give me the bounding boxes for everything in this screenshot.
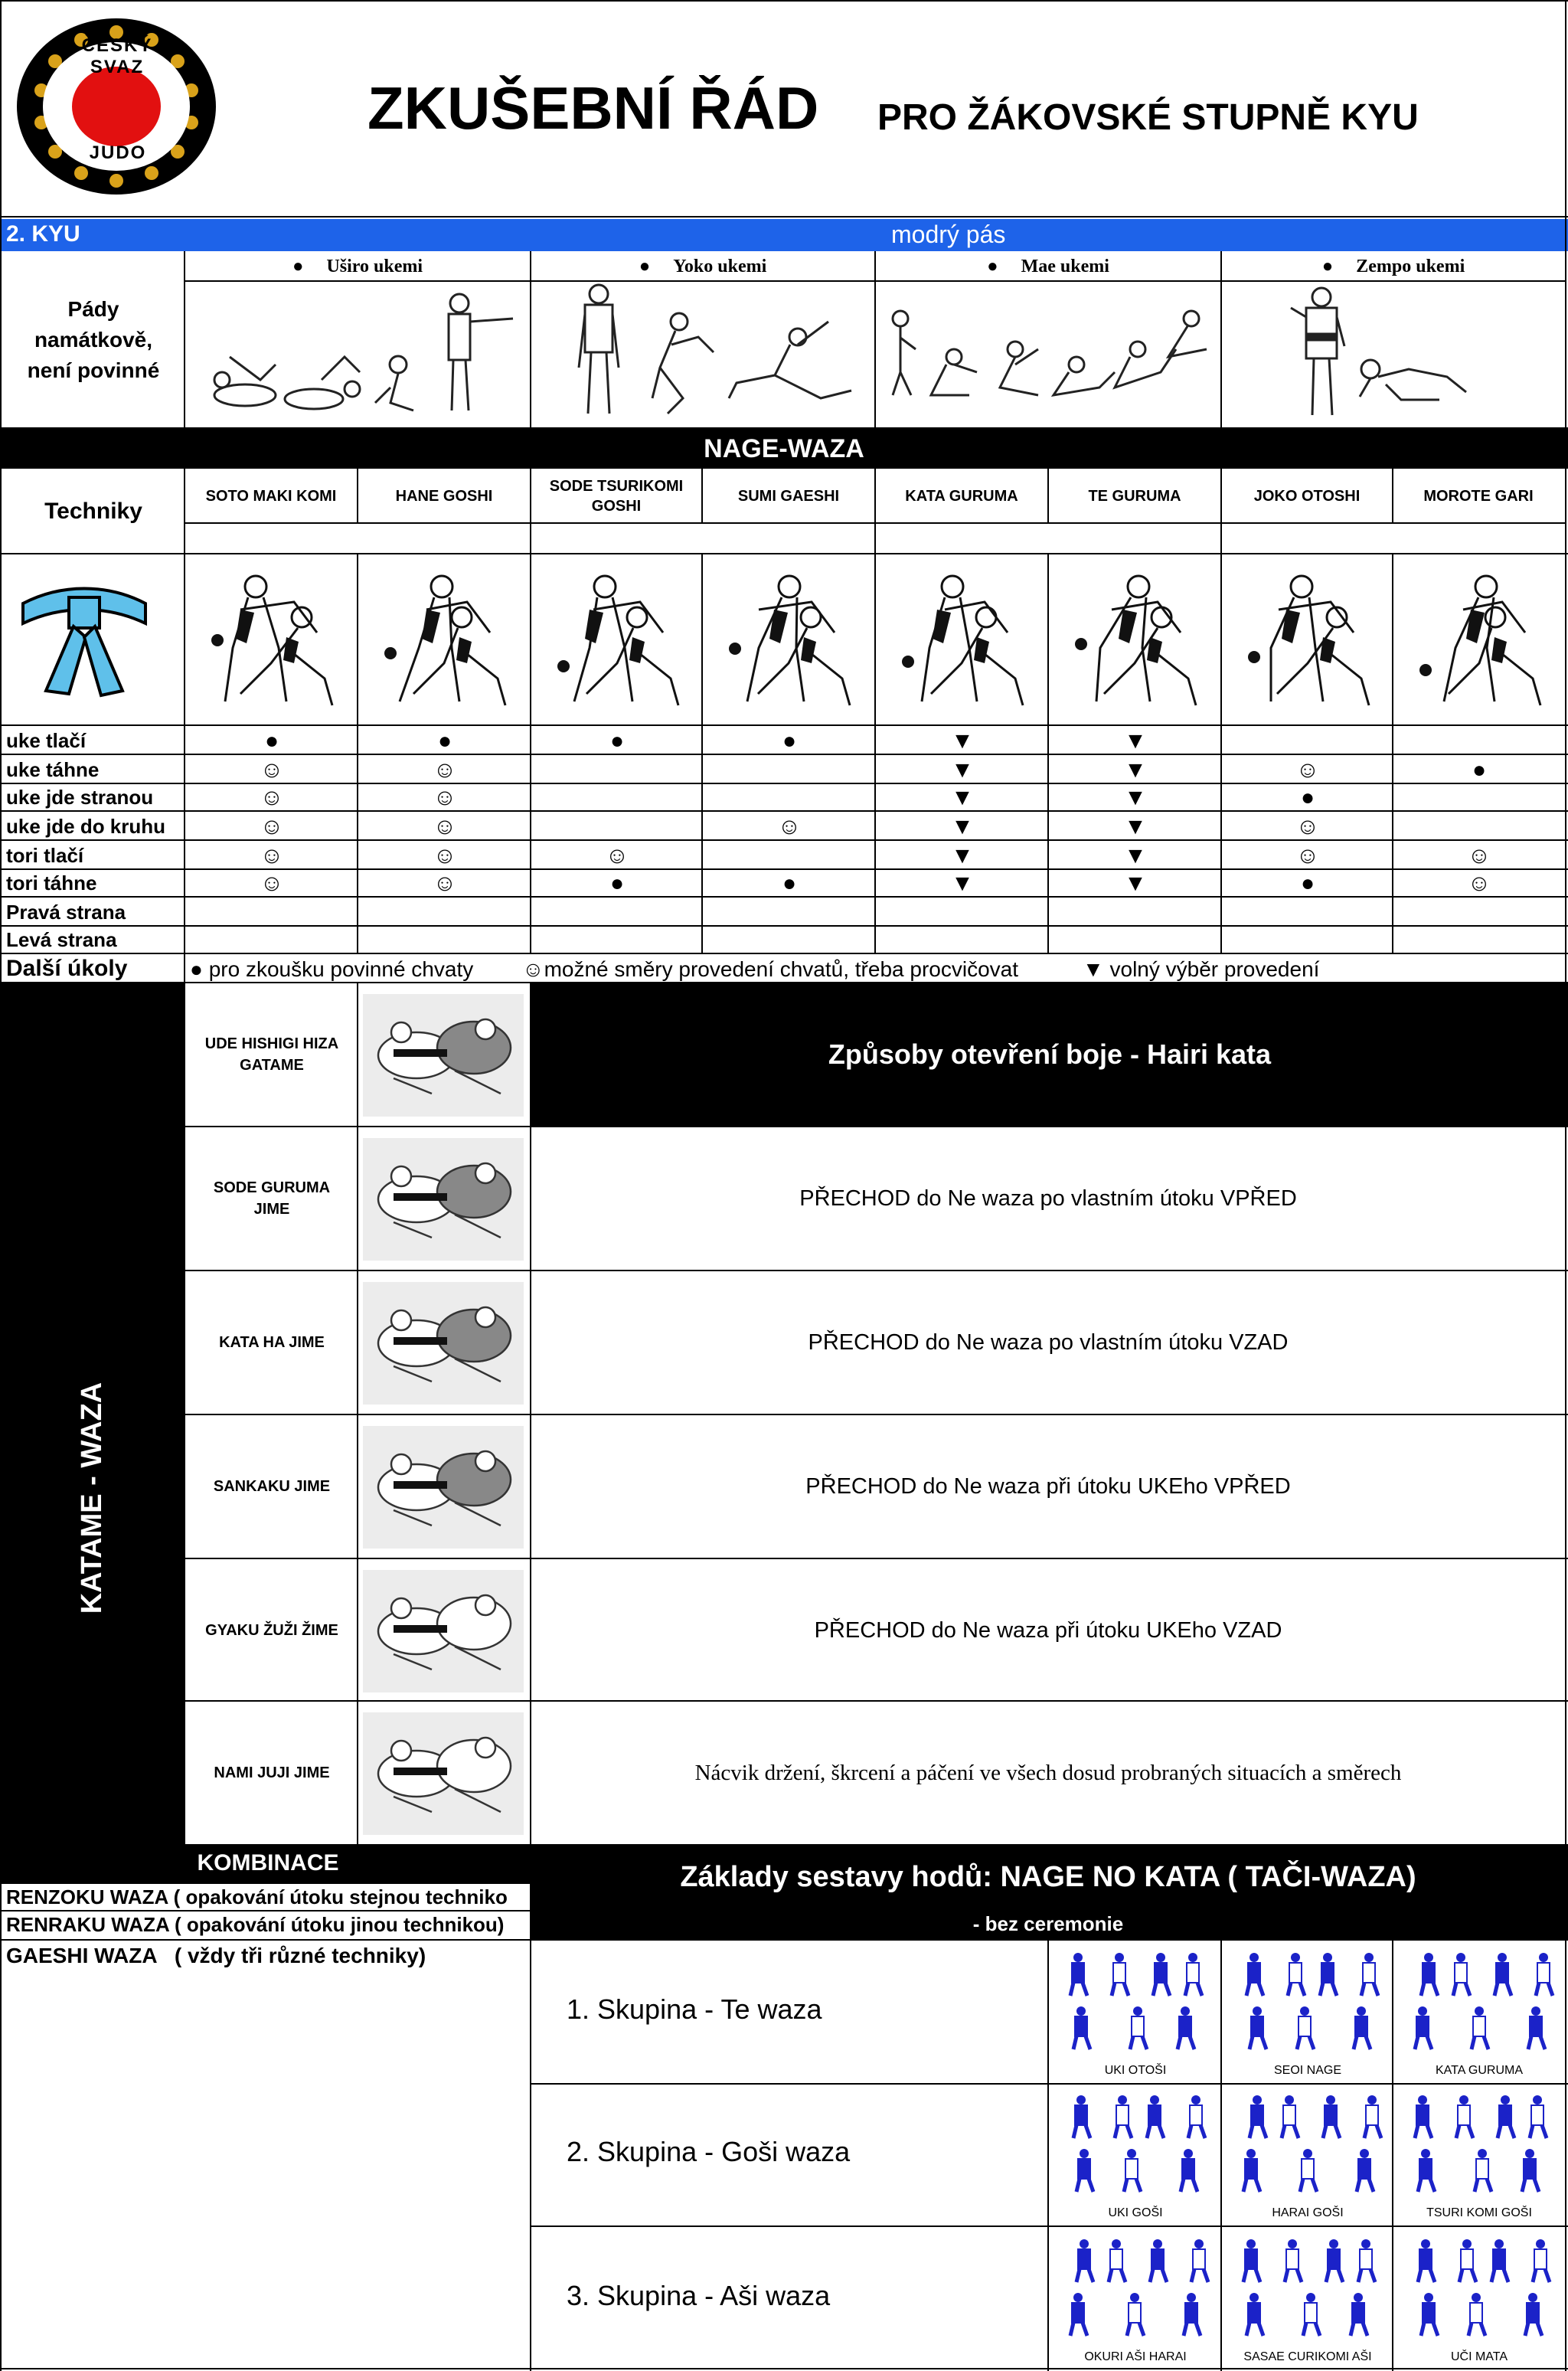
divider (0, 1939, 1568, 1941)
katame-task: PŘECHOD do Ne waza při útoku UKEho VZAD (814, 1617, 1282, 1643)
divider (184, 724, 185, 953)
renzoku-waza: RENZOKU WAZA ( opakování útoku stejnou techniko (6, 1885, 508, 1908)
divider (1392, 724, 1393, 953)
divider (0, 216, 1568, 217)
kata-throw-name: SEOI NAGE (1273, 2064, 1342, 2077)
throw-illustration (712, 564, 865, 717)
divider (701, 553, 703, 726)
ukemi-name: Uširo ukemi (326, 256, 423, 276)
divider (1392, 469, 1393, 522)
divider (530, 469, 531, 726)
legend-free: ▼ volný výběr provedení (1083, 957, 1320, 981)
matrix-cell: ☺ (433, 871, 457, 896)
throw-illustration (1403, 564, 1556, 717)
logo-text-top: ČESKÝ SVAZ (81, 35, 153, 77)
divider (1220, 251, 1222, 429)
katame-task: Nácvik držení, škrcení a páčení ve všech dosud probraných situacích a směrech (694, 1760, 1402, 1785)
divider (1220, 1939, 1222, 2371)
divider (0, 1882, 531, 1884)
kata-throw-name: KATA GURUMA (1435, 2064, 1524, 2077)
ground-technique-illustration (363, 994, 524, 1117)
ground-technique-illustration (363, 1282, 524, 1405)
kata-throw-illustration (1055, 2088, 1216, 2203)
katame-task: PŘECHOD do Ne waza po vlastním útoku VZAD (808, 1329, 1289, 1355)
matrix-cell: ▼ (951, 814, 974, 839)
row-label: tori tlačí (6, 844, 84, 867)
throw-illustration (1058, 564, 1211, 717)
header (0, 0, 1568, 217)
ukemi-header-2: ● Yoko ukemi (639, 256, 767, 276)
falling-judoka-illustration (885, 303, 1214, 410)
divider (1047, 724, 1049, 953)
blue-belt-icon (15, 576, 153, 698)
kata-throw-illustration (1400, 2088, 1560, 2203)
row-label: uke tlačí (6, 729, 87, 752)
legend-label: Další úkoly (6, 956, 128, 981)
matrix-cell: ☺ (260, 814, 284, 839)
row-label: uke táhne (6, 758, 100, 781)
divider (184, 1126, 1568, 1127)
logo-text-bottom: JUDO (89, 142, 147, 163)
divider (1047, 553, 1049, 726)
divider (0, 553, 1568, 554)
outer-border (0, 0, 1568, 2)
divider (0, 783, 1568, 784)
matrix-cell: ☺ (433, 814, 457, 839)
matrix-cell: ☺ (260, 871, 284, 896)
grade-bar (0, 219, 1568, 251)
divider (1220, 724, 1222, 953)
divider (357, 982, 358, 1846)
divider (874, 469, 876, 726)
divider (0, 1910, 531, 1912)
ukemi-header-3: ● Mae ukemi (987, 256, 1109, 276)
matrix-cell: ☺ (1295, 757, 1320, 783)
divider (1220, 469, 1222, 726)
ground-technique-illustration (363, 1712, 524, 1835)
kata-group-label: 2. Skupina - Goši waza (567, 2136, 851, 2167)
divider (874, 724, 876, 953)
kata-throw-name: TSURI KOMI GOŠI (1426, 2206, 1532, 2219)
divider (357, 553, 358, 726)
ukemi-name: Zempo ukemi (1356, 256, 1465, 276)
kombinace-title: KOMBINACE (197, 1850, 339, 1876)
ukemi-name: Yoko ukemi (673, 256, 767, 276)
kata-throw-name: UKI GOŠI (1108, 2206, 1163, 2219)
kata-throw-illustration (1228, 1945, 1389, 2060)
divider (0, 896, 1568, 898)
outer-border (1565, 0, 1566, 2371)
falling-judoka-illustration (545, 283, 859, 421)
matrix-cell: ● (437, 728, 452, 754)
divider (530, 982, 531, 1846)
matrix-cell: ▼ (1124, 728, 1147, 754)
divider (0, 925, 1568, 927)
belt-color: modrý pás (891, 221, 1006, 248)
throw-illustration (885, 564, 1038, 717)
legend-possible: ☺možné směry provedení chvatů, třeba procvičovat (522, 957, 1018, 981)
katame-technique-name: UDE HISHIGI HIZA GATAME (204, 1035, 339, 1074)
matrix-cell: ▼ (1124, 814, 1147, 839)
katame-technique-name: GYAKU ŽUŽI ŽIME (205, 1622, 338, 1639)
matrix-cell: ☺ (433, 785, 457, 810)
matrix-cell: ▼ (1124, 757, 1147, 783)
throw-illustration (368, 564, 521, 717)
kata-throw-illustration (1055, 1945, 1216, 2060)
technique-header: SOTO MAKI KOMI (205, 488, 337, 505)
divider (357, 724, 358, 953)
kata-throw-name: OKURI AŠI HARAI (1084, 2350, 1187, 2363)
matrix-cell: ☺ (1295, 814, 1320, 839)
matrix-cell: ● (1300, 871, 1315, 896)
katame-task: PŘECHOD do Ne waza při útoku UKEho VPŘED (805, 1473, 1291, 1499)
kata-throw-name: UKI OTOŠI (1104, 2064, 1167, 2077)
technique-header: SUMI GAESHI (737, 488, 840, 505)
divider (184, 469, 185, 726)
ground-technique-illustration (363, 1426, 524, 1549)
divider (531, 2225, 1568, 2227)
matrix-cell: ☺ (1295, 843, 1320, 868)
kata-throw-illustration (1400, 2232, 1560, 2346)
kata-throw-illustration (1228, 2088, 1389, 2203)
matrix-cell: ☺ (605, 843, 629, 868)
techniques-row-label: Techniky (44, 499, 142, 524)
divider (531, 2083, 1568, 2085)
renraku-waza: RENRAKU WAZA ( opakování útoku jinou technikou) (6, 1913, 505, 1936)
divider (357, 469, 358, 522)
divider (530, 251, 531, 429)
matrix-cell: ● (609, 871, 625, 896)
matrix-cell: ● (609, 728, 625, 754)
matrix-cell: ☺ (260, 843, 284, 868)
matrix-cell: ● (782, 728, 797, 754)
katame-waza-title: KATAME - WAZA (75, 1382, 108, 1614)
row-label: tori táhne (6, 872, 97, 894)
divider (184, 953, 185, 983)
divider (1392, 553, 1393, 726)
matrix-cell: ● (1472, 757, 1487, 783)
kata-throw-illustration (1400, 1945, 1560, 2060)
matrix-cell: ☺ (1467, 843, 1491, 868)
matrix-cell: ▼ (951, 728, 974, 754)
matrix-cell: ▼ (951, 871, 974, 896)
matrix-cell: ▼ (951, 785, 974, 810)
divider (184, 1558, 1568, 1559)
matrix-cell: ▼ (951, 757, 974, 783)
page-title: ZKUŠEBNÍ ŘÁD (368, 74, 819, 142)
kata-throw-name: SASAE CURIKOMI AŠI (1243, 2350, 1372, 2363)
divider (1392, 1939, 1393, 2371)
divider (0, 427, 1568, 429)
technique-header: TE GURUMA (1088, 488, 1181, 505)
divider (184, 1270, 1568, 1271)
divider (701, 469, 703, 522)
throw-illustration (194, 564, 348, 717)
katame-technique-name: SODE GURUMA JIME (213, 1179, 331, 1218)
matrix-cell: ● (782, 871, 797, 896)
technique-header: KATA GURUMA (905, 488, 1018, 505)
row-label: uke jde stranou (6, 786, 154, 809)
kata-throw-illustration (1228, 2232, 1389, 2346)
legend-required: ● pro zkoušku povinné chvaty (190, 957, 474, 981)
falling-judoka-illustration (1286, 285, 1470, 421)
divider (0, 839, 1568, 841)
divider (184, 1414, 1568, 1415)
outer-border (0, 0, 2, 2371)
throw-illustration (1231, 564, 1384, 717)
technique-header: HANE GOSHI (395, 488, 493, 505)
divider (701, 724, 703, 953)
page-subtitle: PRO ŽÁKOVSKÉ STUPNĚ KYU (877, 97, 1419, 138)
matrix-cell: ☺ (433, 843, 457, 868)
kata-group-label: 3. Skupina - Aši waza (567, 2280, 831, 2311)
row-label: uke jde do kruhu (6, 815, 166, 838)
kata-group-label: 1. Skupina - Te waza (567, 1993, 822, 2025)
nage-waza-title: NAGE-WAZA (0, 429, 1568, 469)
divider (0, 868, 1568, 870)
ground-technique-illustration (363, 1138, 524, 1261)
katame-task: Způsoby otevření boje - Hairi kata (531, 983, 1568, 1126)
divider (184, 1700, 1568, 1702)
divider (0, 724, 1568, 726)
divider (1047, 1939, 1049, 2371)
katame-technique-name: NAMI JUJI JIME (214, 1764, 330, 1781)
matrix-cell: ☺ (433, 757, 457, 783)
divider (1047, 469, 1049, 522)
matrix-cell: ☺ (777, 814, 802, 839)
divider (0, 982, 1568, 983)
divider (530, 724, 531, 953)
katame-task: PŘECHOD do Ne waza po vlastním útoku VPŘED (799, 1186, 1297, 1211)
ukemi-row-label: Pády namátkově, není povinné (27, 297, 160, 382)
gaeshi-waza: GAESHI WAZA ( vždy tři různé techniky) (6, 1944, 426, 1967)
technique-header: SODE TSURIKOMI GOSHI (549, 478, 684, 515)
matrix-cell: ▼ (1124, 785, 1147, 810)
divider (184, 982, 185, 1846)
kata-throw-name: HARAI GOŠI (1272, 2206, 1344, 2219)
divider (530, 1882, 531, 2371)
matrix-cell: ▼ (1124, 871, 1147, 896)
technique-header: MOROTE GARI (1423, 488, 1534, 505)
divider (0, 810, 1568, 812)
ground-technique-illustration (363, 1570, 524, 1692)
divider (0, 1844, 1568, 1846)
nage-no-kata-subtitle: - bez ceremonie (972, 1912, 1124, 1935)
divider (0, 754, 1568, 755)
kata-throw-illustration (1055, 2232, 1216, 2346)
divider (874, 251, 876, 429)
nage-no-kata-title: Základy sestavy hodů: NAGE NO KATA ( TAČI-WAZA) (680, 1860, 1416, 1893)
throw-illustration (541, 564, 694, 717)
matrix-cell: ● (264, 728, 279, 754)
falling-judoka-illustration (199, 288, 521, 418)
ukemi-header-4: ● Zempo ukemi (1321, 256, 1465, 276)
ukemi-name: Mae ukemi (1021, 256, 1109, 276)
divider (184, 251, 185, 429)
grade-label: 2. KYU (6, 221, 80, 247)
katame-technique-name: KATA HA JIME (219, 1334, 325, 1351)
divider (0, 953, 1568, 954)
katame-technique-name: SANKAKU JIME (213, 1478, 331, 1495)
matrix-cell: ☺ (260, 757, 284, 783)
matrix-cell: ▼ (951, 843, 974, 868)
matrix-cell: ☺ (260, 785, 284, 810)
technique-header: JOKO OTOSHI (1253, 488, 1361, 505)
row-label: Pravá strana (6, 901, 126, 924)
matrix-cell: ● (1300, 785, 1315, 810)
outer-border (0, 2368, 1568, 2369)
matrix-cell: ▼ (1124, 843, 1147, 868)
kata-throw-name: UČI MATA (1450, 2350, 1508, 2363)
matrix-cell: ☺ (1467, 871, 1491, 896)
row-label: Levá strana (6, 928, 117, 951)
ukemi-header-1: ● Uširo ukemi (292, 256, 423, 276)
